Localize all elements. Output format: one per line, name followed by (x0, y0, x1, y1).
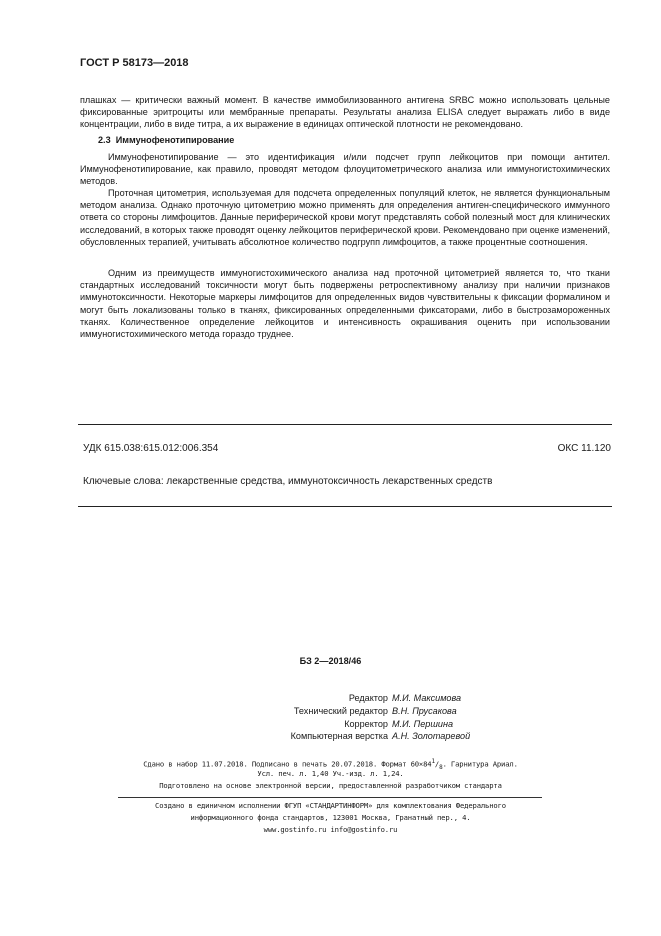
imprint-dates-text: Сдано в набор 11.07.2018. Подписано в печать 20.07.2018. Формат 60×84 (143, 759, 432, 769)
format-denominator: 8 (439, 763, 443, 771)
staff-name: М.И. Першина (392, 718, 454, 729)
imprint-font-text: . Гарнитура Ариал. (442, 759, 518, 769)
imprint-line-sheets: Усл. печ. л. 1,40 Уч.-изд. л. 1,24. (257, 769, 404, 778)
bz-number: БЗ 2—2018/46 (299, 656, 362, 666)
oks-code: ОКС 11.120 (557, 443, 611, 454)
section-heading (98, 135, 234, 145)
paragraph-immunophenotyping: Иммунофенотипирование — это идентификация и/или подсчет групп лейкоцитов при помощи антител. Иммунофенотипирование, как правило, проводят методом флоуцитометрического анализа или иммуногистохимических методов. (80, 152, 610, 187)
staff-name: А.Н. Золотаревой (392, 731, 471, 742)
imprint-divider (118, 797, 542, 798)
keywords: Ключевые слова: лекарственные средства, иммунотоксичность лекарственных средств (83, 476, 493, 487)
staff-role: Компьютерная верстка (290, 731, 388, 742)
staff-row (240, 692, 470, 705)
staff-name: В.Н. Прусакова (392, 705, 457, 716)
paragraph-ihc: Одним из преимуществ иммуногистохимического анализа над проточной цитометрией является то, что ткани стандартных исследований токсичности могут быть подвержены ретроспективному анализу при наличии признаков иммунотоксичности. Некоторые маркеры лимфоцитов для определенных видов чувствительны к фиксации формалином и могут быть локализованы только в тканях, фиксированных определенными фиксаторами, либо в быстрозамороженных тканях. Количественное определение лейкоцитов и интенсивность окрашивания оценить при использовании иммуногистохимического метода гораздо труднее. (80, 268, 610, 340)
staff-row (240, 730, 470, 743)
imprint-line-prepared: Подготовлено на основе электронной версии, предоставленной разработчиком стандарта (159, 781, 502, 790)
staff-row (240, 718, 470, 731)
section-title: Иммунофенотипирование (115, 135, 235, 145)
format-numerator: 1 (431, 758, 435, 765)
imprint-line-address: информационного фонда стандартов, 123001 Москва, Гранатный пер., 4. (190, 813, 471, 822)
staff-name: М.И. Максимова (392, 693, 462, 703)
divider-bottom (78, 506, 612, 507)
imprint-line-dates: Сдано в набор 11.07.2018. Подписано в печать 20.07.2018. Формат $60\times 84^1/_8$. Гарнитура Ариал. (143, 758, 518, 771)
staff-role: Корректор (344, 718, 388, 729)
staff-list (240, 692, 470, 743)
imprint-line-web: www.gostinfo.ru info@gostinfo.ru (263, 825, 398, 834)
document-header: ГОСТ Р 58173—2018 (80, 57, 189, 69)
paragraph-flow-cytometry: Проточная цитометрия, используемая для подсчета определенных популяций клеток, не является функциональным методом анализа. Однако проточную цитометрию можно применять для определения антиген-специфического иммунного ответа со стороны лимфоцитов. Данные периферической крови могут представлять собой полезный мост для клинических исследований, в которых также проводят оценку лейкоцитов периферической крови. Рекомендовано при оценке изменений, обусловленных терапией, учитывать абсолютное количество подгрупп лимфоцитов, а также процентные соотношения. (80, 188, 610, 247)
staff-role: Технический редактор (293, 705, 388, 716)
divider-top (78, 424, 612, 425)
staff-role: Редактор (348, 693, 388, 703)
udk-code: УДК 615.038:615.012:006.354 (83, 443, 219, 454)
staff-row (240, 705, 470, 718)
paragraph-continuation: плашках — критически важный момент. В качестве иммобилизованного антигена SRBC можно использовать цельные фиксированные эритроциты или мембранные препараты. Результаты анализа ELISA следует выражать либо в виде концентрации, либо в виде титра, а их выражение в единицах оптической плотности не рекомендовано. (80, 95, 610, 130)
imprint-line-created: Создано в единичном исполнении ФГУП «СТАНДАРТИНФОРМ» для комплектования Федерального (155, 801, 506, 810)
section-number: 2.3 (98, 135, 111, 145)
